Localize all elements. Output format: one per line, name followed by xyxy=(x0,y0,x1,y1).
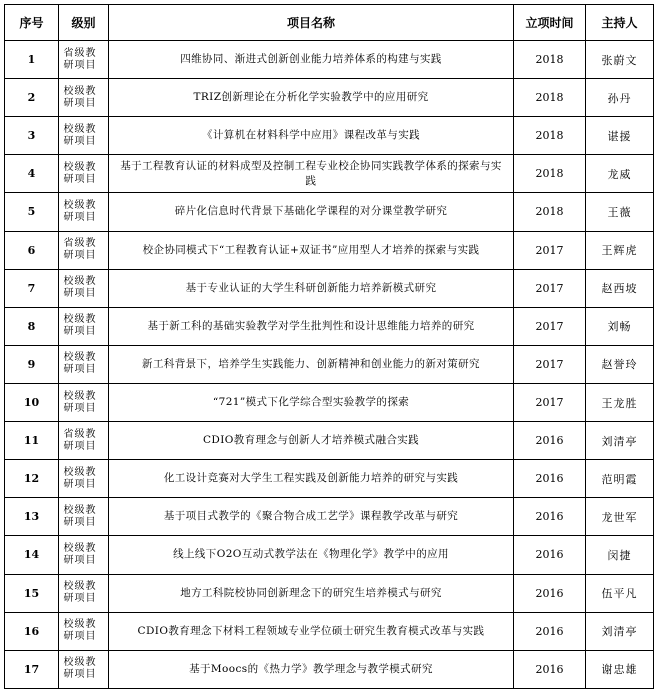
cell-year: 2017 xyxy=(514,231,586,269)
cell-index: 15 xyxy=(5,574,59,612)
cell-level xyxy=(59,536,109,574)
table-row xyxy=(5,498,654,536)
cell-level xyxy=(59,231,109,269)
cell-year: 2017 xyxy=(514,345,586,383)
cell-level xyxy=(59,307,109,345)
cell-year: 2016 xyxy=(514,536,586,574)
header-name: 项目名称 xyxy=(109,5,514,41)
cell-level xyxy=(59,193,109,231)
cell-year: 2018 xyxy=(514,41,586,79)
level-text: 校级教研项目 xyxy=(63,542,97,566)
cell-index: 12 xyxy=(5,460,59,498)
cell-year: 2017 xyxy=(514,307,586,345)
cell-project-name: TRIZ创新理论在分析化学实验教学中的应用研究 xyxy=(109,79,514,117)
header-year: 立项时间 xyxy=(514,5,586,41)
cell-year: 2018 xyxy=(514,79,586,117)
table-row xyxy=(5,79,654,117)
cell-host: 伍平凡 xyxy=(586,574,654,612)
cell-index: 2 xyxy=(5,79,59,117)
cell-level xyxy=(59,650,109,688)
cell-level xyxy=(59,269,109,307)
cell-host: 龙威 xyxy=(586,155,654,193)
cell-project-name: 基于专业认证的大学生科研创新能力培养新模式研究 xyxy=(109,269,514,307)
level-text: 省级教研项目 xyxy=(63,238,97,262)
cell-host: 范明霞 xyxy=(586,460,654,498)
level-text: 校级教研项目 xyxy=(63,390,97,414)
cell-host: 刘清亭 xyxy=(586,422,654,460)
cell-project-name: 化工设计竞赛对大学生工程实践及创新能力培养的研究与实践 xyxy=(109,460,514,498)
cell-year: 2016 xyxy=(514,650,586,688)
header-index: 序号 xyxy=(5,5,59,41)
cell-project-name: 四维协同、渐进式创新创业能力培养体系的构建与实践 xyxy=(109,41,514,79)
cell-host: 刘畅 xyxy=(586,307,654,345)
cell-index: 16 xyxy=(5,612,59,650)
table-row xyxy=(5,612,654,650)
cell-index: 1 xyxy=(5,41,59,79)
table-body xyxy=(5,41,654,689)
cell-project-name: CDIO教育理念下材料工程领域专业学位硕士研究生教育模式改革与实践 xyxy=(109,612,514,650)
cell-host: 谢忠雄 xyxy=(586,650,654,688)
cell-level xyxy=(59,612,109,650)
cell-index: 10 xyxy=(5,383,59,421)
header-host: 主持人 xyxy=(586,5,654,41)
cell-index: 3 xyxy=(5,117,59,155)
cell-project-name: CDIO教育理念与创新人才培养模式融合实践 xyxy=(109,422,514,460)
cell-project-name: 基于Moocs的《热力学》教学理念与教学模式研究 xyxy=(109,650,514,688)
table-row xyxy=(5,460,654,498)
cell-level xyxy=(59,155,109,193)
header-level: 级别 xyxy=(59,5,109,41)
table-row xyxy=(5,231,654,269)
cell-index: 7 xyxy=(5,269,59,307)
table-row xyxy=(5,155,654,193)
cell-year: 2018 xyxy=(514,117,586,155)
cell-level xyxy=(59,498,109,536)
cell-year: 2018 xyxy=(514,155,586,193)
level-text: 校级教研项目 xyxy=(63,657,97,681)
table-row xyxy=(5,117,654,155)
level-text: 校级教研项目 xyxy=(63,352,97,376)
level-text: 校级教研项目 xyxy=(63,504,97,528)
table-row xyxy=(5,536,654,574)
cell-year: 2016 xyxy=(514,460,586,498)
table-row xyxy=(5,269,654,307)
table-row xyxy=(5,345,654,383)
cell-host: 闵捷 xyxy=(586,536,654,574)
cell-year: 2016 xyxy=(514,612,586,650)
table-row xyxy=(5,574,654,612)
cell-project-name: 线上线下O2O互动式教学法在《物理化学》教学中的应用 xyxy=(109,536,514,574)
level-text: 校级教研项目 xyxy=(63,161,97,185)
cell-level xyxy=(59,460,109,498)
cell-host: 刘清亭 xyxy=(586,612,654,650)
level-text: 校级教研项目 xyxy=(63,199,97,223)
cell-level xyxy=(59,117,109,155)
cell-host: 张蔚文 xyxy=(586,41,654,79)
level-text: 校级教研项目 xyxy=(63,619,97,643)
cell-project-name: 碎片化信息时代背景下基础化学课程的对分课堂教学研究 xyxy=(109,193,514,231)
cell-level xyxy=(59,383,109,421)
cell-index: 8 xyxy=(5,307,59,345)
cell-year: 2017 xyxy=(514,383,586,421)
cell-level xyxy=(59,574,109,612)
cell-year: 2016 xyxy=(514,574,586,612)
cell-index: 11 xyxy=(5,422,59,460)
cell-host: 王龙胜 xyxy=(586,383,654,421)
cell-project-name: 《计算机在材料科学中应用》课程改革与实践 xyxy=(109,117,514,155)
cell-host: 王辉虎 xyxy=(586,231,654,269)
level-text: 校级教研项目 xyxy=(63,123,97,147)
cell-project-name: 校企协同模式下“工程教育认证+双证书”应用型人才培养的探索与实践 xyxy=(109,231,514,269)
cell-host: 谌援 xyxy=(586,117,654,155)
cell-project-name: 新工科背景下，培养学生实践能力、创新精神和创业能力的新对策研究 xyxy=(109,345,514,383)
table-header-row xyxy=(5,5,654,41)
cell-index: 17 xyxy=(5,650,59,688)
cell-host: 龙世军 xyxy=(586,498,654,536)
cell-year: 2017 xyxy=(514,269,586,307)
level-text: 省级教研项目 xyxy=(63,428,97,452)
cell-index: 4 xyxy=(5,155,59,193)
cell-host: 王薇 xyxy=(586,193,654,231)
cell-year: 2016 xyxy=(514,422,586,460)
table-row xyxy=(5,422,654,460)
cell-host: 赵西坡 xyxy=(586,269,654,307)
cell-year: 2018 xyxy=(514,193,586,231)
level-text: 省级教研项目 xyxy=(63,47,97,71)
cell-project-name: 地方工科院校协同创新理念下的研究生培养模式与研究 xyxy=(109,574,514,612)
cell-level xyxy=(59,79,109,117)
level-text: 校级教研项目 xyxy=(63,581,97,605)
table-row xyxy=(5,650,654,688)
cell-index: 14 xyxy=(5,536,59,574)
cell-year: 2016 xyxy=(514,498,586,536)
cell-level xyxy=(59,41,109,79)
table-row xyxy=(5,383,654,421)
cell-level xyxy=(59,345,109,383)
level-text: 校级教研项目 xyxy=(63,85,97,109)
cell-index: 9 xyxy=(5,345,59,383)
cell-index: 13 xyxy=(5,498,59,536)
cell-project-name: 基于新工科的基础实验教学对学生批判性和设计思维能力培养的研究 xyxy=(109,307,514,345)
table-row xyxy=(5,41,654,79)
projects-table xyxy=(4,4,654,689)
cell-project-name: 基于工程教育认证的材料成型及控制工程专业校企协同实践教学体系的探索与实践 xyxy=(109,155,514,193)
cell-index: 5 xyxy=(5,193,59,231)
cell-level xyxy=(59,422,109,460)
cell-host: 赵誉玲 xyxy=(586,345,654,383)
cell-project-name: “721”模式下化学综合型实验教学的探索 xyxy=(109,383,514,421)
cell-host: 孙丹 xyxy=(586,79,654,117)
level-text: 校级教研项目 xyxy=(63,314,97,338)
cell-project-name: 基于项目式教学的《聚合物合成工艺学》课程教学改革与研究 xyxy=(109,498,514,536)
cell-index: 6 xyxy=(5,231,59,269)
level-text: 校级教研项目 xyxy=(63,466,97,490)
level-text: 校级教研项目 xyxy=(63,276,97,300)
table-row xyxy=(5,193,654,231)
table-row xyxy=(5,307,654,345)
